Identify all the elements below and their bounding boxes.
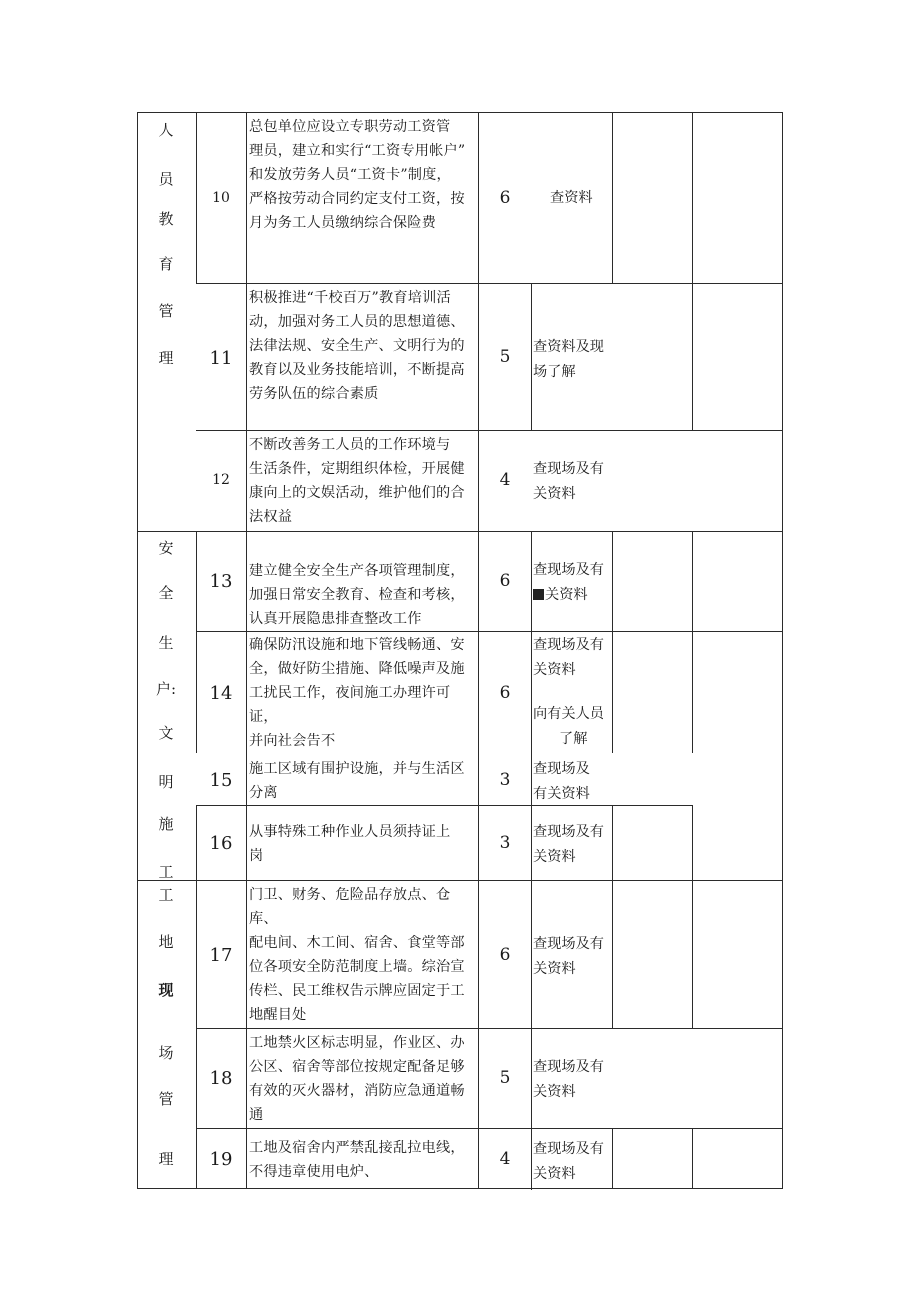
item-method bbox=[533, 335, 613, 384]
desc-line: 从事特殊工种作业人员须持证上 bbox=[249, 824, 451, 840]
method-line: 查现场及有 bbox=[533, 562, 604, 578]
desc-line: 法权益 bbox=[249, 509, 293, 525]
item-number: 18 bbox=[209, 1068, 233, 1089]
category-char: 文 bbox=[158, 724, 174, 742]
item-number: 14 bbox=[209, 683, 233, 704]
desc-line: 动，加强对务工人员的思想道德、 bbox=[249, 314, 465, 330]
desc-line: 地醒目处 bbox=[249, 1007, 307, 1023]
desc-line: 理员，建立和实行“工资专用帐户” bbox=[249, 143, 466, 159]
desc-line: 配电间、木工间、宿舍、食堂等部 bbox=[249, 935, 465, 951]
category-char: 生 bbox=[158, 634, 174, 652]
category-char: 育 bbox=[158, 255, 174, 273]
item-description bbox=[249, 433, 479, 529]
method-line: 关资料 bbox=[533, 848, 576, 865]
grid-line bbox=[196, 531, 197, 753]
category-divider bbox=[137, 880, 783, 881]
item-score: 3 bbox=[499, 833, 511, 853]
grid-line bbox=[246, 283, 247, 430]
category-char: 理 bbox=[158, 1150, 174, 1168]
desc-line: 严格按劳动合同约定支付工资，按 bbox=[249, 191, 465, 207]
item-number: 16 bbox=[209, 833, 233, 854]
category-char: 工 bbox=[158, 863, 174, 881]
item-number: 13 bbox=[209, 571, 233, 592]
desc-line: 月为务工人员缴纳综合保险费 bbox=[249, 215, 437, 231]
category-char: 施 bbox=[158, 815, 174, 833]
item-method bbox=[533, 820, 613, 869]
desc-line: 位各项安全防范制度上墙。综治宣 bbox=[249, 959, 465, 975]
desc-line: 积极推进“千校百万”教育培训活 bbox=[249, 290, 451, 306]
row-divider bbox=[196, 805, 693, 806]
table-border-bottom bbox=[137, 1188, 783, 1189]
item-method bbox=[550, 186, 630, 211]
method-line: 有关资料 bbox=[533, 785, 590, 802]
item-description bbox=[249, 559, 479, 631]
desc-line: 生活条件，定期组织体检，开展健 bbox=[249, 461, 465, 477]
desc-line: 有效的灭火器材，消防应急通道畅 bbox=[249, 1083, 465, 1099]
desc-line: 建立健全安全生产各项管理制度， bbox=[249, 563, 465, 579]
item-score: 4 bbox=[499, 1149, 511, 1169]
item-number: 12 bbox=[212, 472, 230, 488]
method-line: 查现场及有 bbox=[533, 824, 604, 840]
category-char: 理 bbox=[158, 349, 174, 367]
method-line: 查现场及有 bbox=[533, 936, 604, 952]
method-line: 场了解 bbox=[533, 363, 576, 380]
item-score: 3 bbox=[499, 770, 511, 790]
method-line: 关资料 bbox=[533, 1083, 576, 1100]
item-method bbox=[533, 457, 613, 506]
item-description bbox=[249, 633, 479, 753]
item-number: 15 bbox=[209, 770, 233, 791]
item-method bbox=[533, 757, 613, 806]
method-line: 了解 bbox=[559, 730, 588, 747]
desc-line: 公区、宿舍等部位按规定配备足够 bbox=[249, 1059, 465, 1075]
method-line: 关资料 bbox=[533, 960, 576, 977]
row-divider bbox=[196, 631, 783, 632]
category-divider bbox=[137, 531, 783, 532]
item-score: 6 bbox=[499, 683, 511, 703]
method-line: 查资料 bbox=[550, 190, 593, 206]
item-description bbox=[249, 883, 479, 1027]
grid-line bbox=[246, 531, 247, 1189]
item-description bbox=[249, 115, 479, 235]
method-line: 关资料 bbox=[533, 485, 576, 502]
desc-line: 工地及宿舍内严禁乱接乱拉电线， bbox=[249, 1140, 465, 1156]
category-char: 工 bbox=[158, 886, 174, 904]
category-char: 人 bbox=[158, 121, 174, 139]
desc-line: 确保防汛设施和地下管线畅通、安 bbox=[249, 637, 465, 653]
desc-line: 分离 bbox=[249, 785, 278, 801]
grid-line bbox=[692, 531, 693, 753]
method-line: 查资料及现 bbox=[533, 339, 604, 355]
desc-line: 加强日常安全教育、检查和考核， bbox=[249, 587, 465, 603]
category-char: 管 bbox=[158, 1090, 174, 1108]
category-char: 现 bbox=[158, 981, 174, 999]
item-description bbox=[249, 286, 479, 406]
desc-line: 和发放劳务人员“工资卡”制度， bbox=[249, 167, 451, 183]
category-char: 场 bbox=[158, 1044, 174, 1062]
method-line: 查现场及有 bbox=[533, 1141, 604, 1157]
desc-line: 工扰民工作，夜间施工办理许可证， bbox=[249, 685, 451, 725]
method-line: 关资料 bbox=[533, 661, 576, 678]
grid-line bbox=[692, 112, 693, 430]
desc-line: 工地禁火区标志明显，作业区、办 bbox=[249, 1035, 465, 1051]
category-char: 地 bbox=[158, 933, 174, 951]
method-line bbox=[533, 583, 613, 608]
row-divider bbox=[196, 1028, 783, 1029]
item-description bbox=[249, 1136, 479, 1184]
grid-line bbox=[692, 1128, 693, 1189]
method-line: 查现场及有 bbox=[533, 637, 604, 653]
grid-line bbox=[531, 283, 532, 430]
row-divider bbox=[196, 283, 783, 284]
grid-line bbox=[692, 805, 693, 1028]
item-score: 5 bbox=[499, 347, 511, 367]
method-line: 查现场及 bbox=[533, 761, 590, 777]
item-score: 6 bbox=[499, 188, 511, 208]
row-divider bbox=[196, 430, 783, 431]
item-method-extra bbox=[533, 702, 613, 751]
desc-line: 通 bbox=[249, 1107, 264, 1123]
category-safety-civilized bbox=[137, 531, 195, 880]
category-char: 员 bbox=[158, 170, 174, 188]
item-number: 10 bbox=[212, 190, 230, 206]
category-site-management bbox=[137, 880, 195, 1188]
item-description bbox=[249, 820, 479, 868]
grid-line bbox=[531, 531, 532, 1190]
item-method bbox=[533, 558, 613, 607]
category-char: 教 bbox=[158, 210, 174, 228]
category-char: 全 bbox=[158, 584, 174, 602]
method-line: 查现场及有 bbox=[533, 461, 604, 477]
desc-line: 不断改善务工人员的工作环境与 bbox=[249, 437, 451, 453]
category-char: 管 bbox=[158, 302, 174, 320]
item-score: 6 bbox=[499, 945, 511, 965]
item-score: 4 bbox=[499, 470, 511, 490]
item-number: 17 bbox=[209, 945, 233, 966]
desc-line: 总包单位应设立专职劳动工资管 bbox=[249, 119, 451, 135]
item-method bbox=[533, 1055, 613, 1104]
black-square-mark bbox=[533, 589, 544, 600]
item-method bbox=[533, 633, 613, 682]
item-score: 6 bbox=[499, 571, 511, 591]
item-number: 11 bbox=[209, 348, 233, 369]
method-line: 向有关人员 bbox=[533, 706, 604, 722]
desc-line: 劳务队伍的综合素质 bbox=[249, 386, 379, 402]
category-char: 户: bbox=[155, 680, 177, 698]
table-border-top bbox=[137, 112, 783, 113]
row-divider bbox=[196, 1128, 783, 1129]
category-personnel-education bbox=[137, 112, 195, 531]
desc-line: 教育以及业务技能培训，不断提高 bbox=[249, 362, 465, 378]
desc-line: 全，做好防尘措施、降低噪声及施 bbox=[249, 661, 465, 677]
desc-line: 不得违章使用电炉、 bbox=[249, 1164, 379, 1180]
category-char: 安 bbox=[158, 539, 174, 557]
grid-line bbox=[196, 805, 197, 1189]
desc-line: 认真开展隐患排查整改工作 bbox=[249, 611, 422, 627]
item-description bbox=[249, 1031, 479, 1127]
desc-line: 法律法规、安全生产、文明行为的 bbox=[249, 338, 465, 354]
desc-line: 康向上的文娱活动，维护他们的合 bbox=[249, 485, 465, 501]
item-description bbox=[249, 757, 479, 805]
desc-line: 岗 bbox=[249, 848, 264, 864]
category-char: 明 bbox=[158, 773, 174, 791]
item-method bbox=[533, 932, 613, 981]
method-text: 关资料 bbox=[545, 586, 588, 603]
method-line: 查现场及有 bbox=[533, 1059, 604, 1075]
item-score: 5 bbox=[499, 1068, 511, 1088]
item-number: 19 bbox=[209, 1149, 233, 1170]
desc-line: 传栏、民工维权告示牌应固定于工 bbox=[249, 983, 465, 999]
grid-line bbox=[246, 112, 247, 283]
desc-line: 门卫、财务、危险品存放点、仓库、 bbox=[249, 887, 451, 927]
item-method bbox=[533, 1137, 613, 1186]
method-line: 关资料 bbox=[533, 1165, 576, 1182]
grid-line bbox=[246, 430, 247, 532]
desc-line: 施工区域有围护设施，并与生活区 bbox=[249, 761, 465, 777]
desc-line: 并向社会告不 bbox=[249, 733, 336, 749]
